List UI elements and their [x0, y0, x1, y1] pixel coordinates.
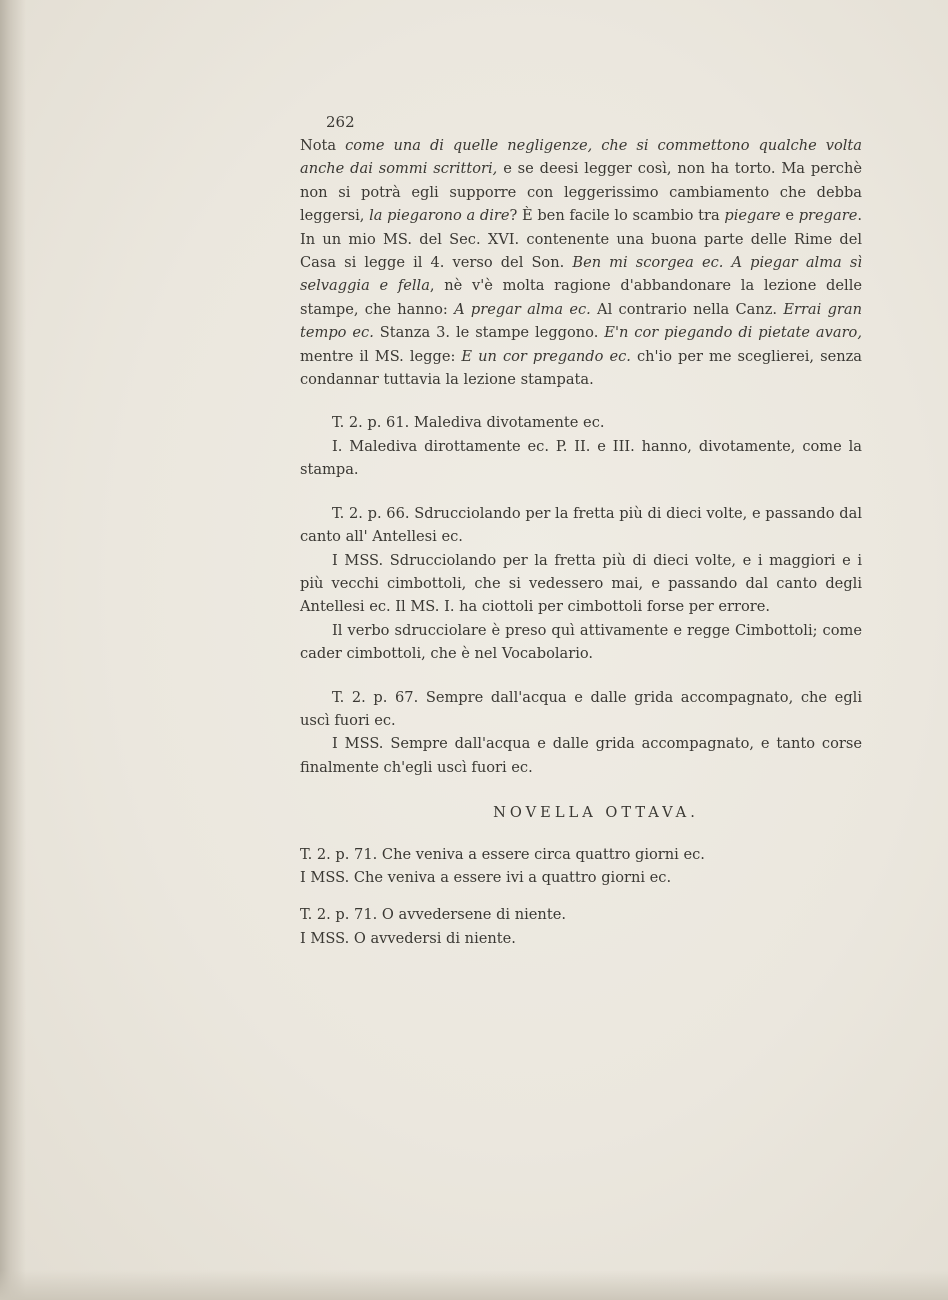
entry-3-note: I MSS. Sempre dall'acqua e dalle grida accompagnato, e tanto corse finalmente ch'egli uscì fuori ec. — [300, 735, 862, 776]
italic-run: Errai gran tempo ec. — [300, 300, 862, 342]
text-run: Nota — [300, 137, 346, 154]
italic-run: come una di quelle negligenze, che si commettono qualche volta anche dai sommi scrittori, — [300, 137, 862, 178]
text-run: , nè v'è molta ragione d'abbandonare la lezione delle stampe, che hanno: — [300, 277, 862, 318]
entry-2-note: I MSS. Sdrucciolando per la fretta più di dieci volte, e i maggiori e i più vecchi cimbottoli, che si vedessero mai, e passando dal canto degli Antellesi ec. Il MS. I. ha ciottoli per cimbottoli forse per errore. — [300, 551, 862, 616]
text-block — [300, 112, 862, 950]
text-run: mentre il MS. legge: — [300, 347, 462, 365]
italic-run: E un cor pregando ec. — [461, 347, 631, 365]
text-run: ? È ben facile lo scambio tra — [509, 207, 725, 225]
entry-1-note: I. Malediva dirottamente ec. P. II. e III. hanno, divotamente, come la stampa. — [300, 437, 862, 479]
text-run: ch'io per me sceglierei, senza condannar tuttavia la lezione stampata. — [300, 347, 863, 389]
entry-5-reference: T. 2. p. 71. O avvedersene di niente. — [300, 906, 566, 924]
text-run: e — [780, 207, 799, 225]
italic-run: pregare — [798, 207, 858, 225]
italic-run: piegare — [724, 207, 781, 225]
paragraph-nota — [300, 134, 862, 391]
italic-run: E'n cor piegando di pietate avaro, — [604, 324, 862, 342]
text-run: e se deesi legger così, non ha torto. Ma perchè non si potrà egli supporre con leggerissimo cambiamento che debba leggersi, — [300, 160, 862, 225]
entry-5-note: I MSS. O avvedersi di niente. — [300, 929, 516, 947]
entry-4-reference: T. 2. p. 71. Che veniva a essere circa quattro giorni ec. — [300, 845, 705, 863]
page-bottom-edge-shadow — [0, 1270, 948, 1300]
section-heading: NOVELLA OTTAVA. — [493, 804, 699, 822]
page-number: 262 — [326, 113, 355, 131]
entry-1-reference: T. 2. p. 61. Malediva divotamente ec. — [332, 414, 605, 432]
entry-3-reference: T. 2. p. 67. Sempre dall'acqua e dalle grida accompagnato, che egli uscì fuori ec. — [300, 688, 862, 729]
text-run: Stanza 3. le stampe leggono. — [373, 324, 605, 342]
italic-run: A pregar alma ec. — [454, 300, 591, 318]
text-run: Al contrario nella Canz. — [590, 300, 784, 318]
text-run: . In un mio MS. del Sec. XVI. contenente una buona parte delle Rime del Casa si legge il 4. verso del Son. — [300, 207, 862, 272]
italic-run: Ben mi scorgea ec. A piegar alma sì selvaggia e fella — [300, 254, 862, 295]
entry-2-comment: Il verbo sdrucciolare è preso quì attivamente e regge Cimbottoli; come cader cimbottoli, che è nel Vocabolario. — [300, 621, 862, 663]
entry-2-reference: T. 2. p. 66. Sdrucciolando per la fretta più di dieci volte, e passando dal canto all' Antellesi ec. — [300, 504, 862, 546]
page-left-edge-shadow — [0, 0, 26, 1300]
entry-4-note: I MSS. Che veniva a essere ivi a quattro giorni ec. — [300, 868, 672, 886]
italic-run: la piegarono a dire — [369, 207, 510, 225]
